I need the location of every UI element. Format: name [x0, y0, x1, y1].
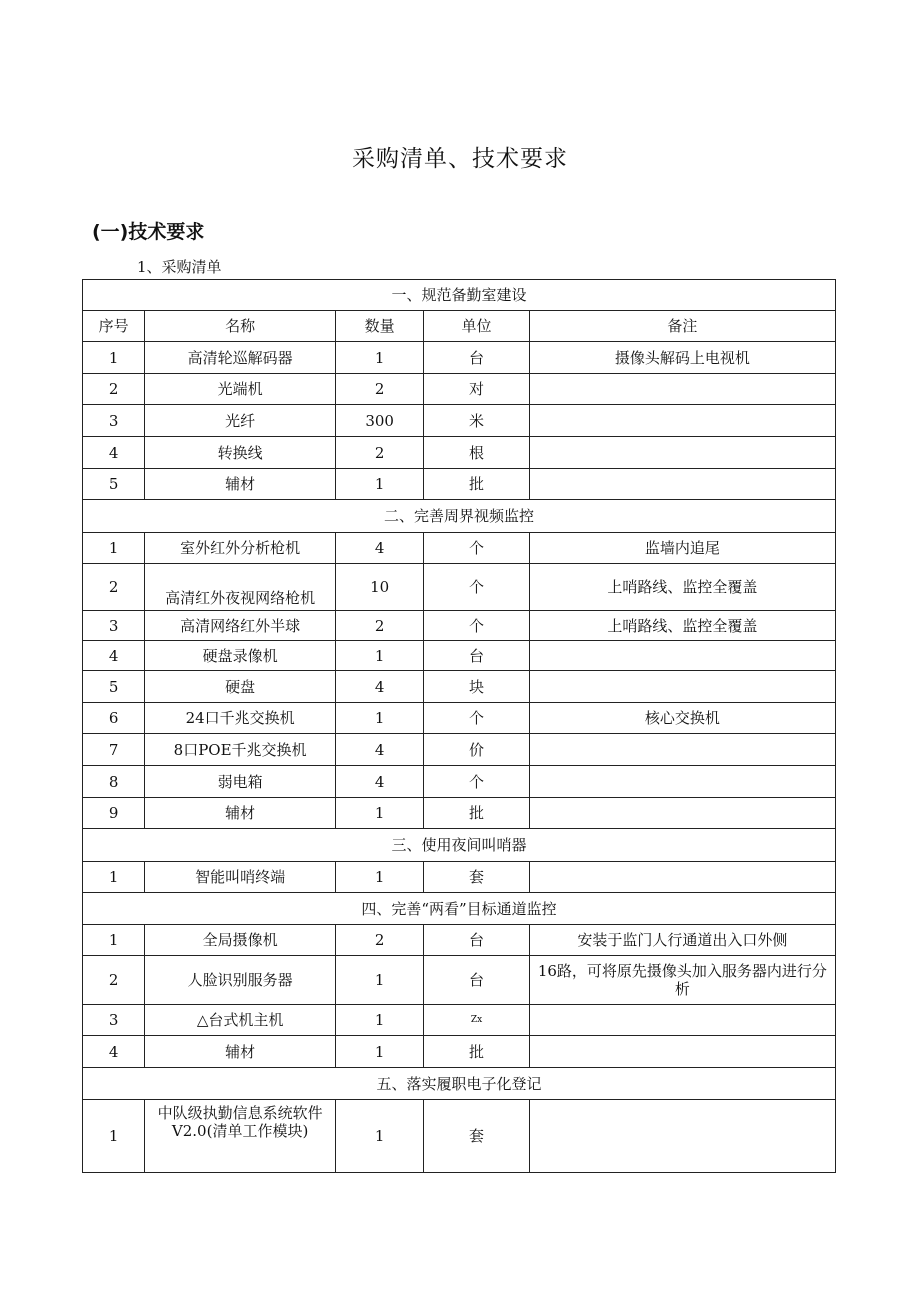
cell-name: 光端机 — [145, 374, 336, 405]
cell-name: 室外红外分析枪机 — [145, 533, 336, 564]
cell-unit: 台 — [424, 342, 529, 374]
cell-index: 8 — [83, 766, 145, 798]
cell-remark — [529, 734, 835, 766]
header-index: 序号 — [83, 311, 145, 342]
cell-index: 3 — [83, 1005, 145, 1036]
cell-name: 24口千兆交换机 — [145, 703, 336, 734]
table-row — [83, 405, 836, 437]
cell-quantity: 1 — [335, 641, 423, 671]
cell-remark — [529, 671, 835, 703]
subheading: 1、采购清单 — [137, 258, 222, 276]
cell-quantity: 1 — [335, 342, 423, 374]
cell-remark — [529, 405, 835, 437]
cell-unit: 个 — [424, 766, 529, 798]
cell-unit: 个 — [424, 533, 529, 564]
cell-index: 2 — [83, 564, 145, 611]
group-title: 五、落实履职电子化登记 — [83, 1068, 836, 1100]
table-row — [83, 798, 836, 829]
table-row — [83, 469, 836, 500]
cell-name: 8口POE千兆交换机 — [145, 734, 336, 766]
header-quantity: 数量 — [335, 311, 423, 342]
cell-remark: 安装于监门人行通道出入口外侧 — [529, 925, 835, 956]
cell-remark — [529, 862, 835, 893]
cell-remark — [529, 374, 835, 405]
cell-index: 1 — [83, 862, 145, 893]
document-title: 采购清单、技术要求 — [352, 146, 568, 172]
group-title-row — [83, 280, 836, 311]
table-row — [83, 862, 836, 893]
cell-quantity: 1 — [335, 862, 423, 893]
cell-name: 智能叫哨终端 — [145, 862, 336, 893]
cell-index: 4 — [83, 437, 145, 469]
cell-quantity: 300 — [335, 405, 423, 437]
cell-unit: 根 — [424, 437, 529, 469]
cell-name: 辅材 — [145, 1036, 336, 1068]
cell-unit: Zx — [424, 1005, 529, 1036]
table-row — [83, 374, 836, 405]
cell-unit: 台 — [424, 925, 529, 956]
cell-unit: 批 — [424, 1036, 529, 1068]
cell-unit: 批 — [424, 798, 529, 829]
cell-name: 高清网络红外半球 — [145, 611, 336, 641]
table-row — [83, 956, 836, 1005]
group-title-row — [83, 500, 836, 533]
cell-name: 弱电箱 — [145, 766, 336, 798]
cell-remark — [529, 641, 835, 671]
cell-remark — [529, 437, 835, 469]
table-row — [83, 766, 836, 798]
cell-name: 光纤 — [145, 405, 336, 437]
cell-quantity: 4 — [335, 766, 423, 798]
cell-index: 2 — [83, 374, 145, 405]
table-row — [83, 734, 836, 766]
cell-quantity: 1 — [335, 1005, 423, 1036]
cell-index: 1 — [83, 1100, 145, 1173]
cell-unit: 米 — [424, 405, 529, 437]
cell-unit: 套 — [424, 862, 529, 893]
cell-index: 1 — [83, 533, 145, 564]
cell-index: 9 — [83, 798, 145, 829]
header-name: 名称 — [145, 311, 336, 342]
cell-name: 辅材 — [145, 469, 336, 500]
cell-unit: 台 — [424, 956, 529, 1005]
table-row — [83, 641, 836, 671]
cell-quantity: 1 — [335, 1100, 423, 1173]
cell-unit: 批 — [424, 469, 529, 500]
cell-unit: 价 — [424, 734, 529, 766]
cell-index: 5 — [83, 469, 145, 500]
group-title-row — [83, 829, 836, 862]
cell-unit: 台 — [424, 641, 529, 671]
table-row — [83, 1005, 836, 1036]
group-title: 二、完善周界视频监控 — [83, 500, 836, 533]
cell-index: 1 — [83, 342, 145, 374]
cell-remark — [529, 469, 835, 500]
cell-index: 3 — [83, 405, 145, 437]
cell-remark: 监墙内追尾 — [529, 533, 835, 564]
cell-index: 4 — [83, 1036, 145, 1068]
table-row — [83, 437, 836, 469]
cell-index: 7 — [83, 734, 145, 766]
group-title: 一、规范备勤室建设 — [83, 280, 836, 311]
cell-name: 硬盘 — [145, 671, 336, 703]
section-heading: (一)技术要求 — [92, 221, 205, 243]
group-title: 四、完善“两看”目标通道监控 — [83, 893, 836, 925]
header-row — [83, 311, 836, 342]
table-row — [83, 564, 836, 611]
cell-remark — [529, 798, 835, 829]
cell-remark: 上哨路线、监控全覆盖 — [529, 611, 835, 641]
cell-name: 高清红外夜视网络枪机 — [145, 564, 336, 611]
cell-quantity: 2 — [335, 437, 423, 469]
cell-name: 中队级执勤信息系统软件V2.0(清单工作模块) — [145, 1100, 336, 1173]
cell-remark — [529, 1036, 835, 1068]
group-title-row — [83, 893, 836, 925]
cell-unit: 套 — [424, 1100, 529, 1173]
table-row — [83, 1100, 836, 1173]
table-row — [83, 671, 836, 703]
cell-index: 6 — [83, 703, 145, 734]
cell-index: 5 — [83, 671, 145, 703]
cell-index: 4 — [83, 641, 145, 671]
cell-index: 3 — [83, 611, 145, 641]
table-row — [83, 533, 836, 564]
cell-unit: 个 — [424, 611, 529, 641]
group-title-row — [83, 1068, 836, 1100]
cell-quantity: 2 — [335, 374, 423, 405]
cell-name: 人脸识别服务器 — [145, 956, 336, 1005]
cell-quantity: 1 — [335, 469, 423, 500]
table-row — [83, 703, 836, 734]
cell-remark: 核心交换机 — [529, 703, 835, 734]
cell-name: 辅材 — [145, 798, 336, 829]
cell-quantity: 1 — [335, 798, 423, 829]
cell-remark — [529, 1100, 835, 1173]
cell-index: 2 — [83, 956, 145, 1005]
cell-remark: 上哨路线、监控全覆盖 — [529, 564, 835, 611]
table-row — [83, 925, 836, 956]
cell-unit: 对 — [424, 374, 529, 405]
cell-name: △台式机主机 — [145, 1005, 336, 1036]
cell-quantity: 2 — [335, 925, 423, 956]
cell-unit: 个 — [424, 564, 529, 611]
cell-quantity: 2 — [335, 611, 423, 641]
cell-quantity: 1 — [335, 956, 423, 1005]
cell-remark: 16路，可将原先摄像头加入服务器内进行分析 — [529, 956, 835, 1005]
cell-quantity: 1 — [335, 1036, 423, 1068]
cell-unit: 块 — [424, 671, 529, 703]
cell-remark: 摄像头解码上电视机 — [529, 342, 835, 374]
header-unit: 单位 — [424, 311, 529, 342]
table-row — [83, 611, 836, 641]
cell-index: 1 — [83, 925, 145, 956]
cell-remark — [529, 766, 835, 798]
cell-quantity: 10 — [335, 564, 423, 611]
header-remark: 备注 — [529, 311, 835, 342]
cell-unit: 个 — [424, 703, 529, 734]
cell-quantity: 4 — [335, 671, 423, 703]
group-title: 三、使用夜间叫哨器 — [83, 829, 836, 862]
procurement-table — [82, 279, 836, 1173]
cell-name: 硬盘录像机 — [145, 641, 336, 671]
table-row — [83, 1036, 836, 1068]
cell-name: 全局摄像机 — [145, 925, 336, 956]
cell-name: 转换线 — [145, 437, 336, 469]
cell-remark — [529, 1005, 835, 1036]
cell-quantity: 4 — [335, 533, 423, 564]
cell-quantity: 4 — [335, 734, 423, 766]
table-row — [83, 342, 836, 374]
cell-quantity: 1 — [335, 703, 423, 734]
cell-name: 高清轮巡解码器 — [145, 342, 336, 374]
